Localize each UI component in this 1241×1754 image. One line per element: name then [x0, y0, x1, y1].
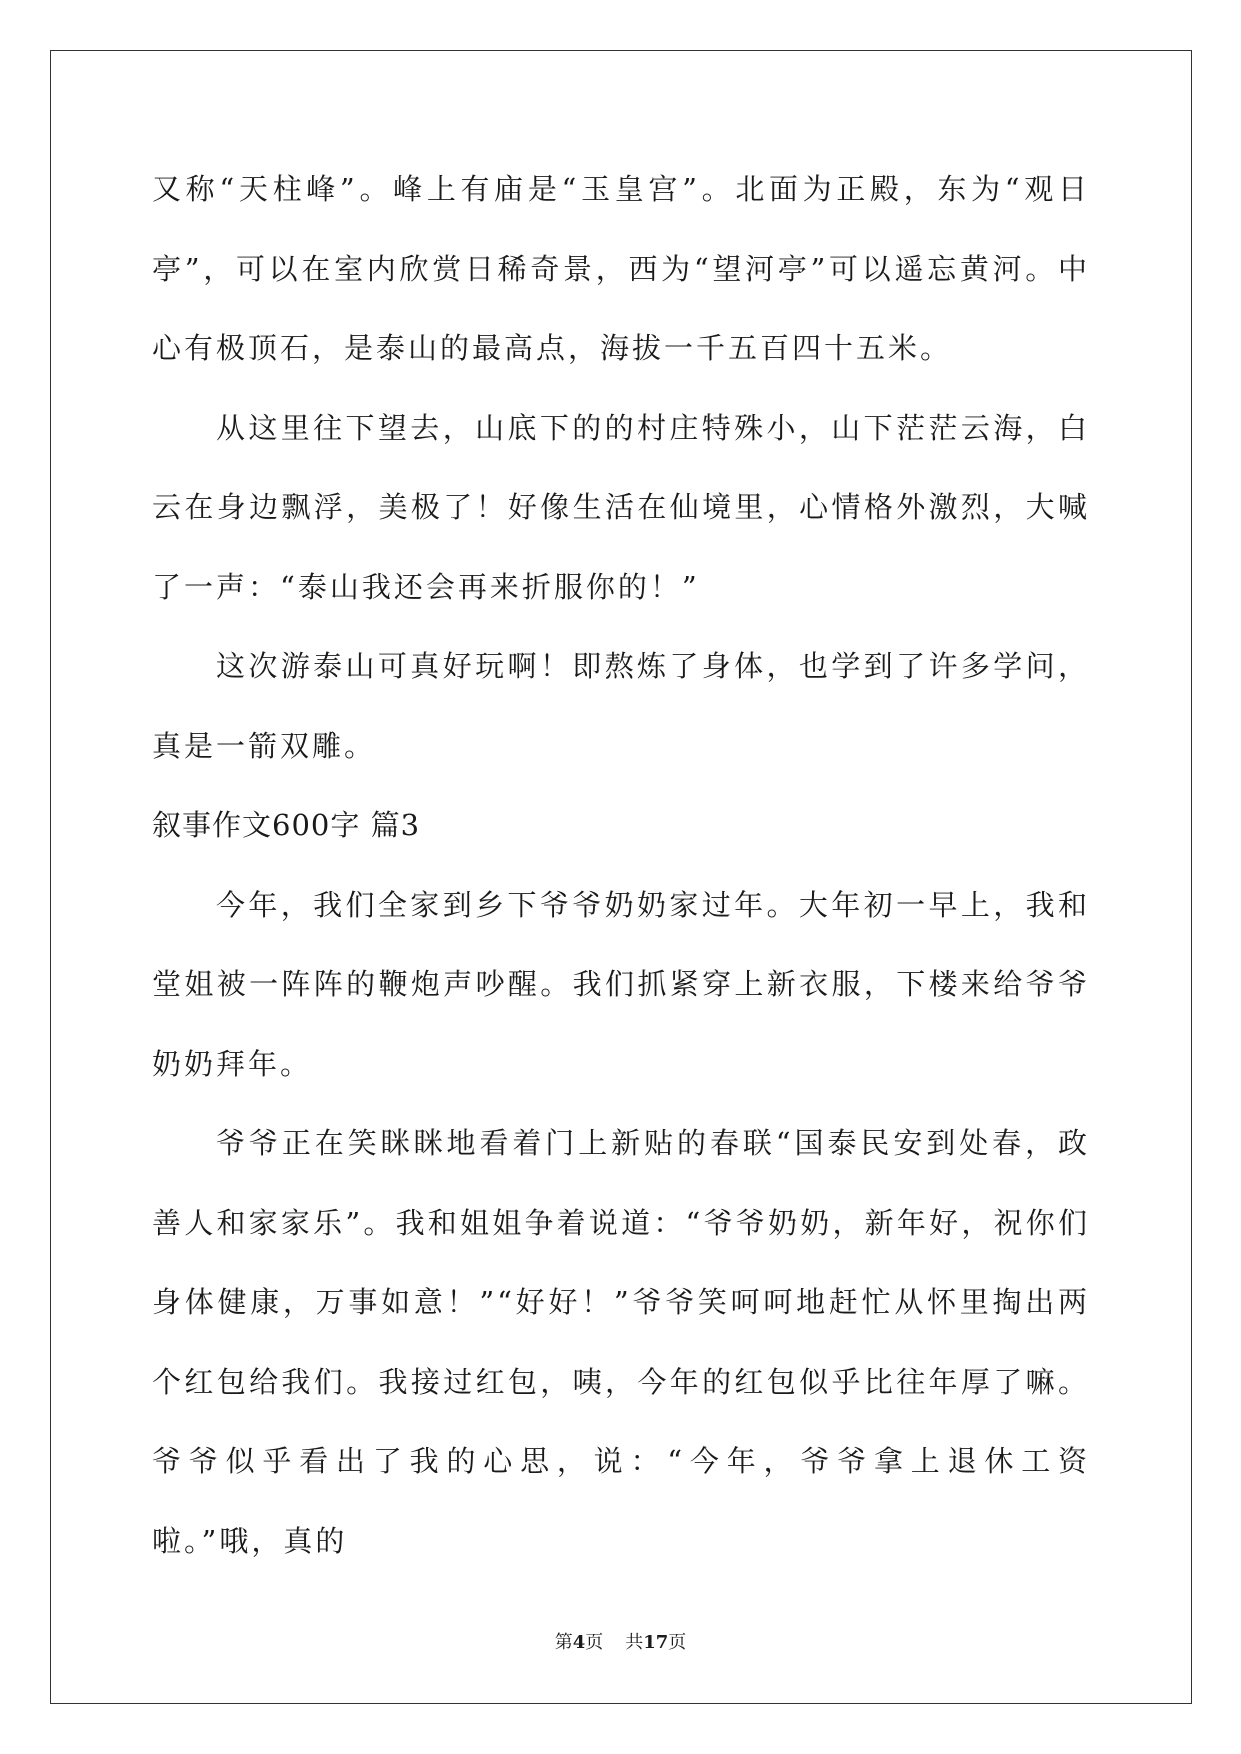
- footer-total-prefix: 共: [625, 1632, 644, 1653]
- page-footer: [0, 1628, 1241, 1654]
- document-body: [152, 150, 1090, 1581]
- footer-total-pages: 17: [643, 1632, 669, 1653]
- paragraph-5: 爷爷正在笑眯眯地看着门上新贴的春联“国泰民安到处春，政善人和家家乐”。我和姐姐争着说道：“爷爷奶奶，新年好，祝你们身体健康，万事如意！”“好好！”爷爷笑呵呵地赶忙从怀里掏出两个红包给我们。我接过红包，咦，今年的红包似乎比往年厚了嘛。爷爷似乎看出了我的心思，说：“今年，爷爷拿上退休工资啦。”哦，真的: [152, 1126, 1090, 1558]
- footer-page-number: 4: [572, 1632, 586, 1653]
- paragraph-3: 这次游泰山可真好玩啊！即熬炼了身体，也学到了许多学问，真是一箭双雕。: [152, 649, 1090, 763]
- paragraph-4: 今年，我们全家到乡下爷爷奶奶家过年。大年初一早上，我和堂姐被一阵阵的鞭炮声吵醒。我们抓紧穿上新衣服，下楼来给爷爷奶奶拜年。: [152, 887, 1090, 1081]
- section-heading: 叙事作文600字 篇3: [152, 808, 421, 842]
- footer-prefix: 第: [554, 1632, 573, 1653]
- footer-total-suffix: 页: [668, 1632, 687, 1653]
- paragraph-1: 又称“天柱峰”。峰上有庙是“玉皇宫”。北面为正殿，东为“观日亭”，可以在室内欣赏日稀奇景，西为“望河亭”可以遥忘黄河。中心有极顶石，是泰山的最高点，海拔一千五百四十五米。: [152, 172, 1090, 365]
- paragraph-2: 从这里往下望去，山底下的的村庄特殊小，山下茫茫云海，白云在身边飘浮，美极了！好像生活在仙境里，心情格外激烈，大喊了一声：“泰山我还会再来折服你的！”: [152, 410, 1090, 604]
- footer-page-suffix: 页: [585, 1632, 604, 1653]
